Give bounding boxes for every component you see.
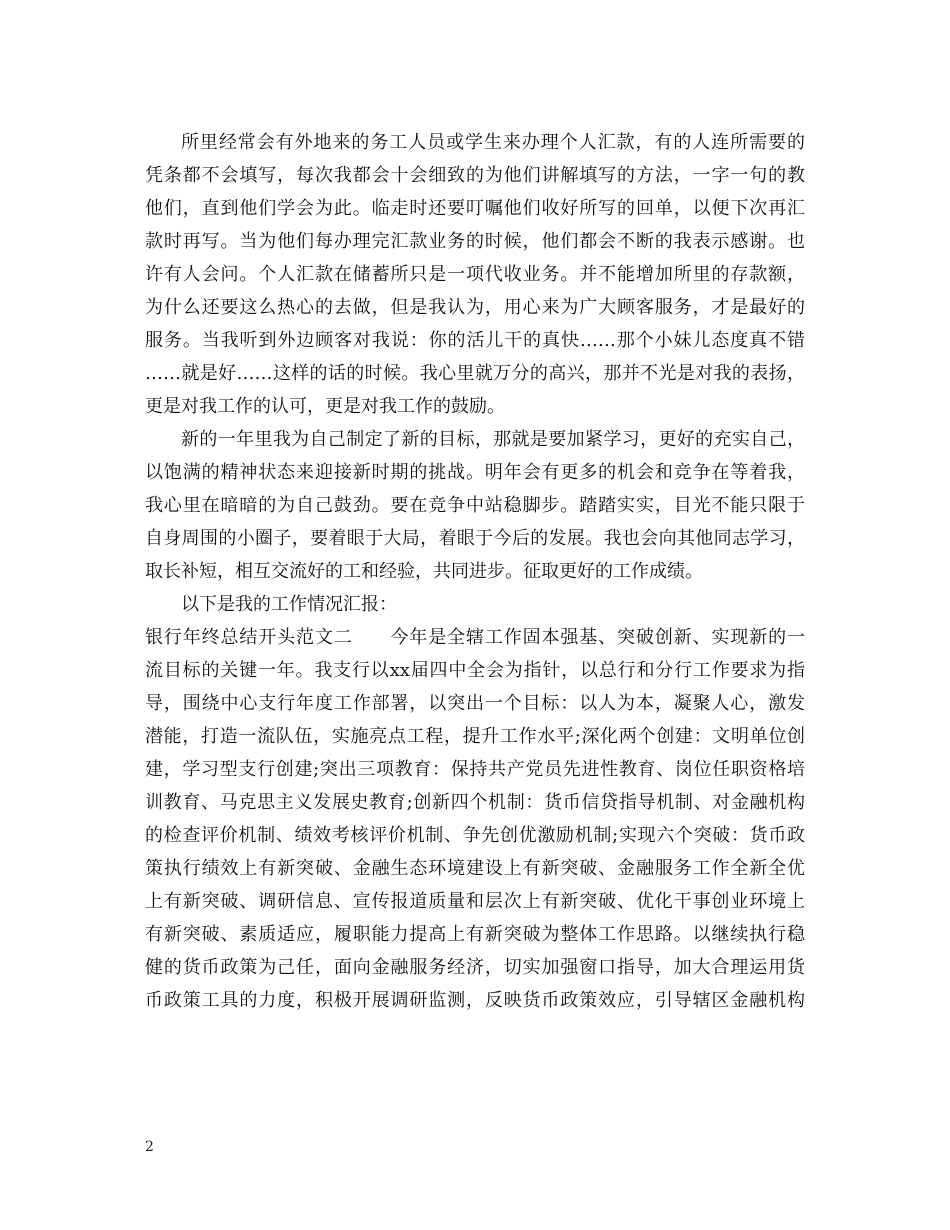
paragraph-new-year-goals bbox=[145, 423, 805, 588]
text-line: 建，学习型支行创建;突出三项教育：保持共产党员先进性教育、岗位任职资格培 bbox=[145, 759, 805, 780]
paragraph-remittance-service bbox=[145, 126, 805, 423]
text-line: 自身周围的小圈子，要着眼于大局，着眼于今后的发展。我也会向其他同志学习， bbox=[145, 528, 805, 549]
text-line: 训教育、马克思主义发展史教育;创新四个机制：货币信贷指导机制、对金融机构 bbox=[145, 792, 805, 813]
text-line: 健的货币政策为己任，面向金融服务经济，切实加强窗口指导，加大合理运用货 bbox=[145, 957, 805, 978]
text-line: 流目标的关键一年。我支行以xx届四中全会为指针，以总行和分行工作要求为指 bbox=[145, 660, 805, 681]
text-line: 导，围绕中心支行年度工作部署，以突出一个目标：以人为本，凝聚人心，激发 bbox=[145, 693, 805, 714]
text-line: 的检查评价机制、绩效考核评价机制、争先创优激励机制;实现六个突破：货币政 bbox=[145, 825, 805, 846]
text-line: 许有人会问。个人汇款在储蓄所只是一项代收业务。并不能增加所里的存款额， bbox=[145, 264, 805, 285]
text-line: 以饱满的精神状态来迎接新时期的挑战。明年会有更多的机会和竞争在等着我， bbox=[145, 462, 805, 483]
paragraph-sample-two bbox=[145, 621, 805, 1017]
page-number: 2 bbox=[145, 1139, 154, 1155]
text-line: 上有新突破、调研信息、宣传报道质量和层次上有新突破、优化干事创业环境上 bbox=[145, 891, 805, 912]
text-line: 款时再写。当为他们每办理完汇款业务的时候，他们都会不断的我表示感谢。也 bbox=[145, 231, 805, 252]
text-line: 为什么还要这么热心的去做，但是我认为，用心来为广大顾客服务，才是最好的 bbox=[145, 297, 805, 318]
text-line: 取长补短，相互交流好的工和经验，共同进步。征取更好的工作成绩。 bbox=[145, 561, 703, 582]
paragraph-report-intro bbox=[145, 588, 805, 621]
text-line: 我心里在暗暗的为自己鼓劲。要在竞争中站稳脚步。踏踏实实，目光不能只限于 bbox=[145, 495, 805, 516]
text-line: 服务。当我听到外边顾客对我说：你的活儿干的真快……那个小妹儿态度真不错 bbox=[145, 330, 805, 351]
text-line: 策执行绩效上有新突破、金融生态环境建设上有新突破、金融服务工作全新全优 bbox=[145, 858, 805, 879]
text-line: 所里经常会有外地来的务工人员或学生来办理个人汇款，有的人连所需要的 bbox=[181, 132, 805, 153]
text-line: 币政策工具的力度，积极开展调研监测，反映货币政策效应，引导辖区金融机构 bbox=[145, 990, 805, 1011]
text-line: 以下是我的工作情况汇报： bbox=[181, 594, 397, 615]
text-line: 新的一年里我为自己制定了新的目标，那就是要加紧学习，更好的充实自己， bbox=[181, 429, 805, 450]
text-line: ……就是好……这样的话的时候。我心里就万分的高兴，那并不光是对我的表扬， bbox=[145, 363, 805, 384]
document-body bbox=[145, 126, 805, 1017]
text-line: 他们，直到他们学会为此。临走时还要叮嘱他们收好所写的回单，以便下次再汇 bbox=[145, 198, 805, 219]
text-line: 有新突破、素质适应，履职能力提高上有新突破为整体工作思路。以继续执行稳 bbox=[145, 924, 805, 945]
text-line: 潜能，打造一流队伍，实施亮点工程，提升工作水平;深化两个创建：文明单位创 bbox=[145, 726, 805, 747]
text-line: 更是对我工作的认可，更是对我工作的鼓励。 bbox=[145, 396, 505, 417]
text-line: 银行年终总结开头范文二 今年是全辖工作固本强基、突破创新、实现新的一 bbox=[145, 627, 805, 648]
text-line: 凭条都不会填写，每次我都会十会细致的为他们讲解填写的方法，一字一句的教 bbox=[145, 165, 805, 186]
